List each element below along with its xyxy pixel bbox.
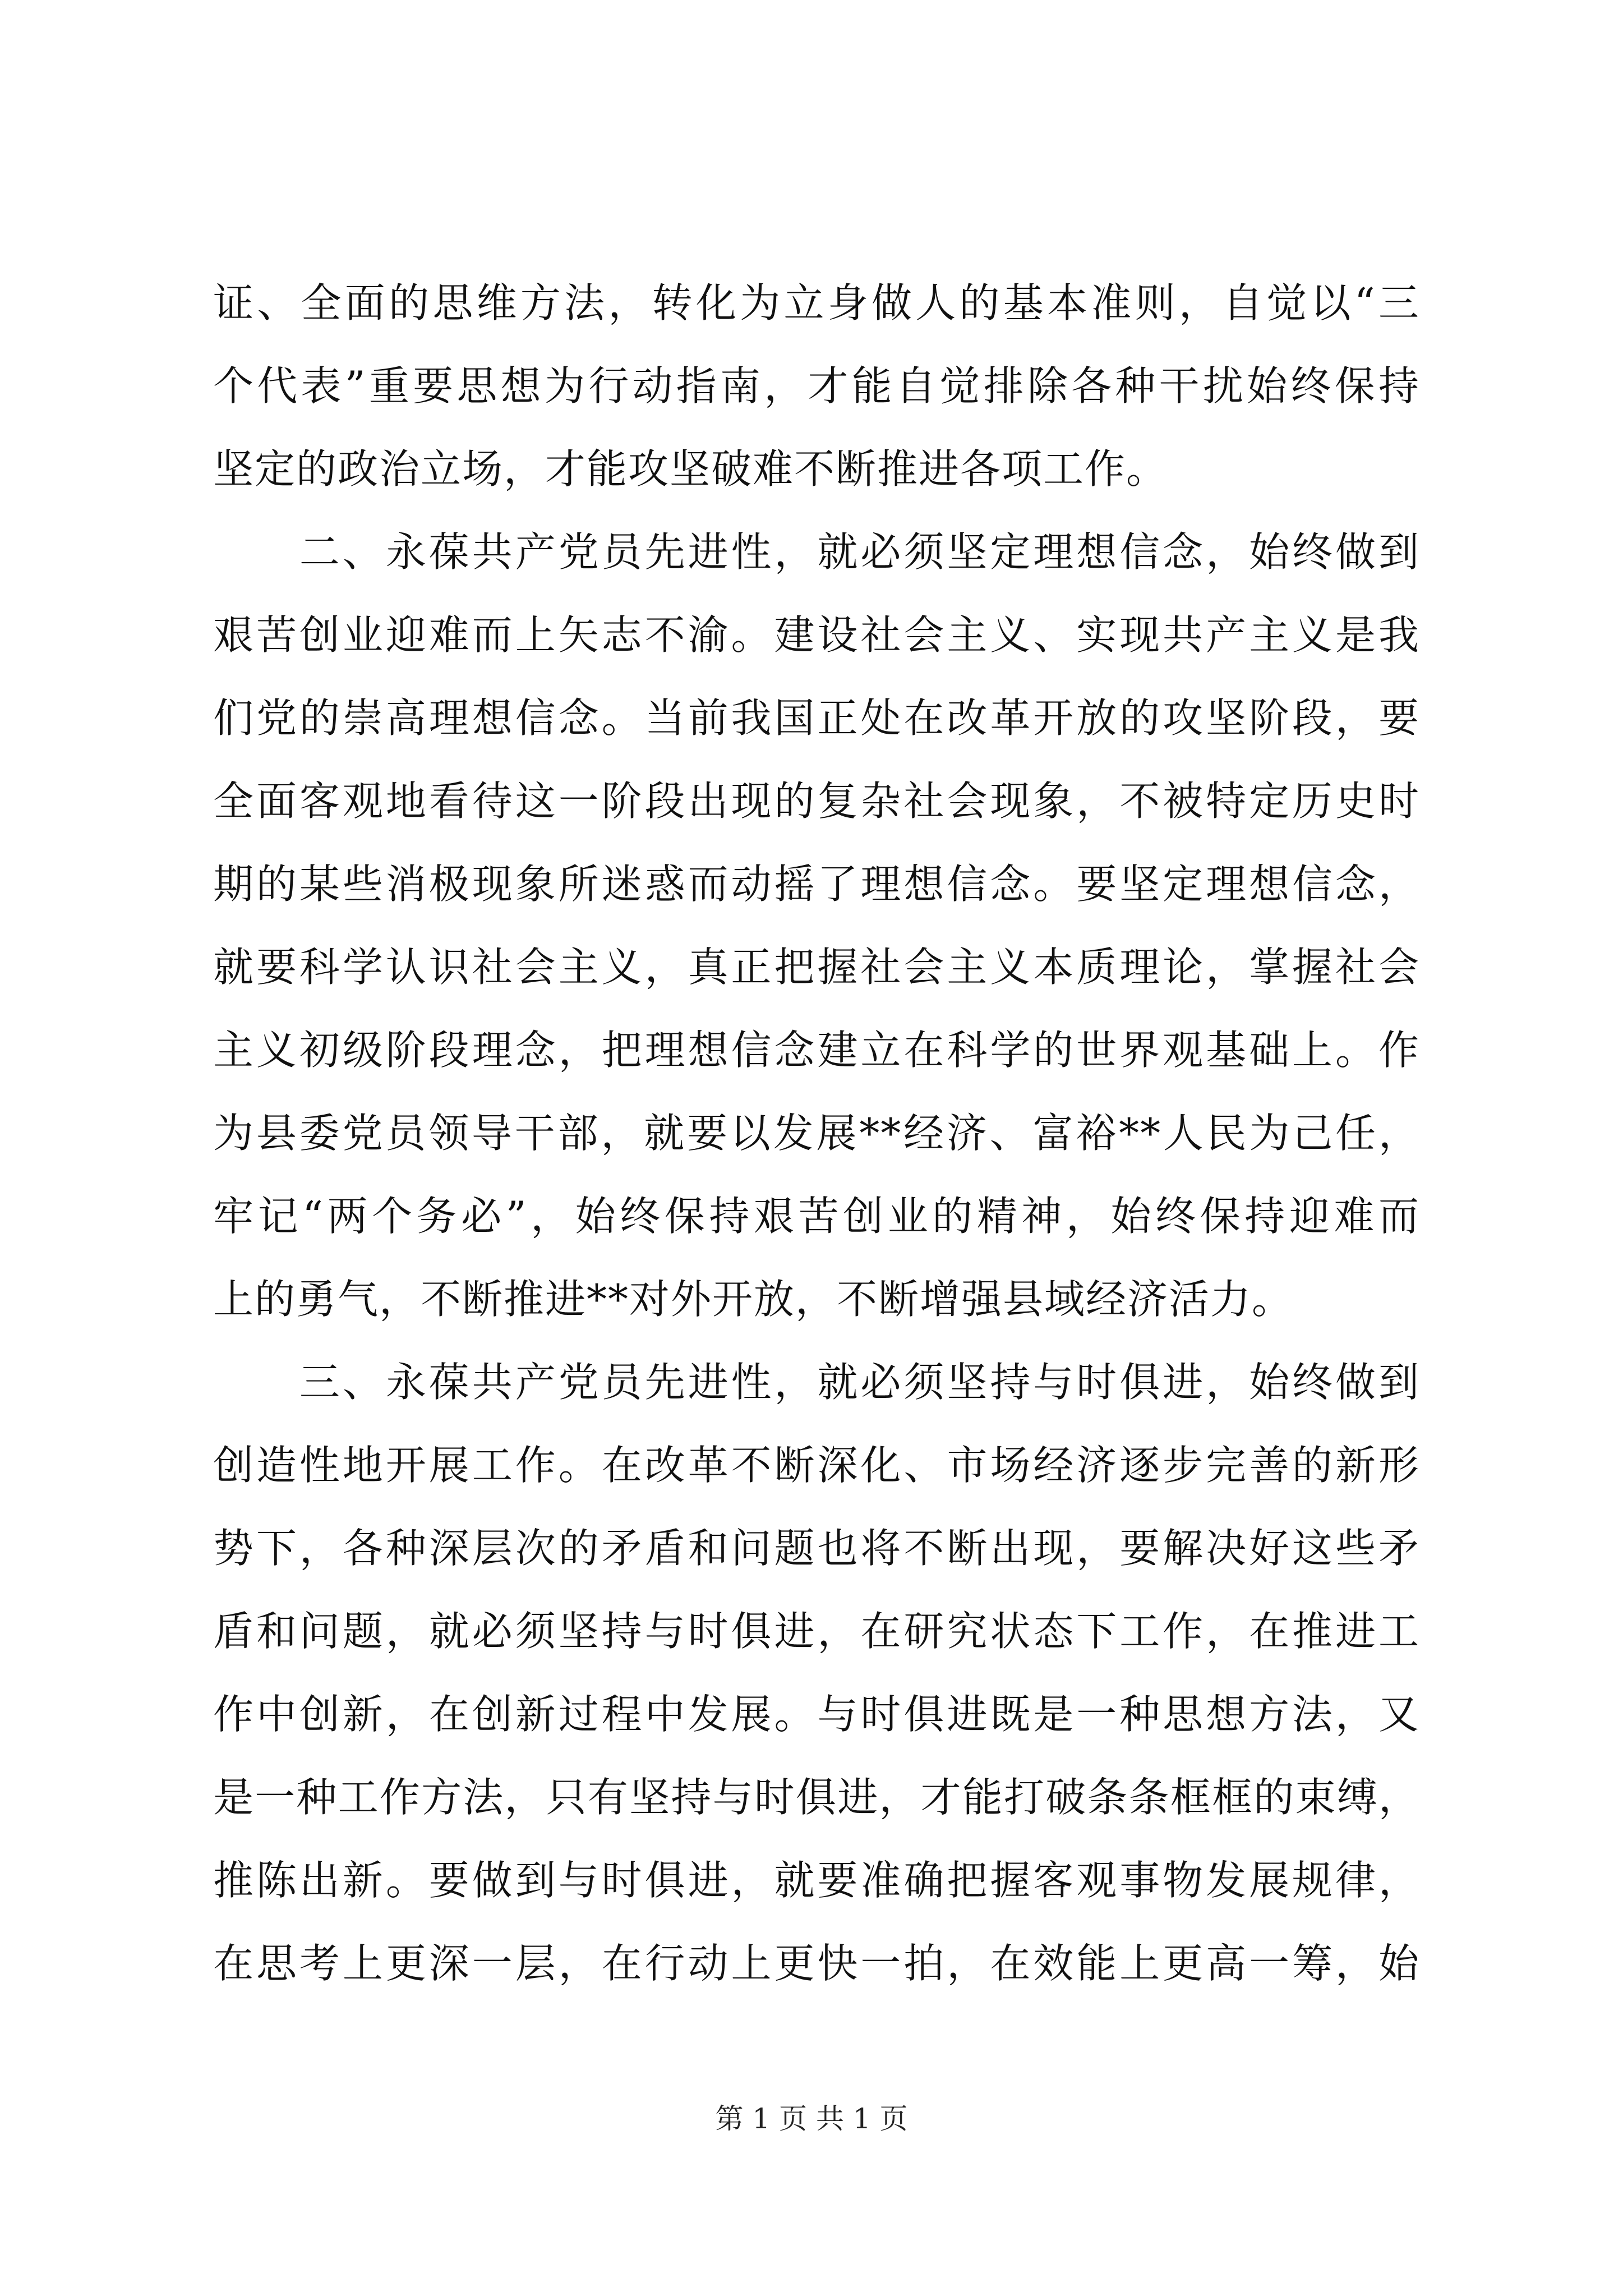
page-footer: 第 1 页 共 1 页	[715, 2102, 908, 2135]
text-line: 二、永葆共产党员先进性，就必须坚定理想信念，始终做到	[213, 528, 1420, 576]
text-line: 全面客观地看待这一阶段出现的复杂社会现象，不被特定历史时	[213, 777, 1420, 825]
text-line: 在思考上更深一层，在行动上更快一拍，在效能上更高一筹，始	[213, 1940, 1420, 1987]
text-line: 就要科学认识社会主义，真正把握社会主义本质理论，掌握社会	[213, 944, 1420, 991]
body-text	[213, 261, 1420, 2005]
text-line: 上的勇气，不断推进**对外开放，不断增强县域经济活力。	[213, 1276, 1294, 1323]
text-line: 艰苦创业迎难而上矢志不渝。建设社会主义、实现共产主义是我	[213, 611, 1420, 659]
text-line: 主义初级阶段理念，把理想信念建立在科学的世界观基础上。作	[213, 1027, 1420, 1074]
text-line: 证、全面的思维方法，转化为立身做人的基本准则，自觉以“三	[213, 279, 1420, 326]
text-line: 三、永葆共产党员先进性，就必须坚持与时俱进，始终做到	[213, 1359, 1420, 1406]
text-line: 坚定的政治立场，才能攻坚破难不断推进各项工作。	[213, 445, 1168, 493]
text-line: 期的某些消极现象所迷惑而动摇了理想信念。要坚定理想信念，	[213, 861, 1420, 908]
text-line: 盾和问题，就必须坚持与时俱进，在研究状态下工作，在推进工	[213, 1608, 1420, 1655]
text-line: 牢记“两个务必”，始终保持艰苦创业的精神，始终保持迎难而	[213, 1193, 1420, 1240]
text-line: 作中创新，在创新过程中发展。与时俱进既是一种思想方法，又	[213, 1691, 1420, 1738]
text-line: 个代表”重要思想为行动指南，才能自觉排除各种干扰始终保持	[213, 362, 1420, 409]
text-line: 推陈出新。要做到与时俱进，就要准确把握客观事物发展规律，	[213, 1857, 1420, 1904]
text-line: 创造性地开展工作。在改革不断深化、市场经济逐步完善的新形	[213, 1442, 1420, 1489]
text-line: 是一种工作方法，只有坚持与时俱进，才能打破条条框框的束缚，	[213, 1774, 1420, 1821]
text-line: 为县委党员领导干部，就要以发展**经济、富裕**人民为己任，	[213, 1110, 1420, 1157]
text-line: 势下，各种深层次的矛盾和问题也将不断出现，要解决好这些矛	[213, 1525, 1420, 1572]
text-line: 们党的崇高理想信念。当前我国正处在改革开放的攻坚阶段，要	[213, 694, 1420, 742]
